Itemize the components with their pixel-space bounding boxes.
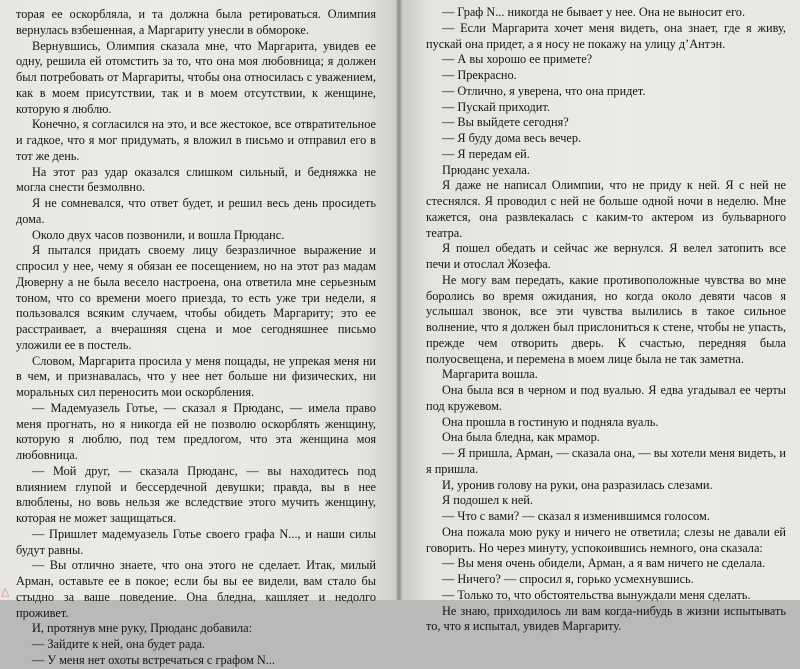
paragraph: — Мой друг, — сказала Прюданс, — вы находитесь под влиянием глупой и бессердечной девушки; правда, вы в нее влюблены, но вовь нельзя же вследствие этого мучить женщину, которая не может защищаться. (16, 463, 376, 525)
paragraph: Не могу вам передать, какие противоположные чувства во мне боролись во время ожидания, но когда около девяти часов я услышал звонок, все эти чувства вылились в такое сильное волнение, что я должен был прислониться к стене, чтобы не упасть, прежде чем отворить дверь. К счастью, передняя была полуосвещена, и перемена в моем лице была не так заметна. (426, 272, 786, 366)
paragraph: Она пожала мою руку и ничего не ответила; слезы не давали ей говорить. Но через минуту, успокоившись немного, она сказала: (426, 524, 786, 555)
paragraph: Она прошла в гостиную и подняла вуаль. (442, 414, 659, 429)
paragraph: И, протянув мне руку, Прюданс добавила: (32, 621, 253, 636)
paragraph: На этот раз удар оказался слишком сильный, и бедняжка не могла снести безмолвно. (16, 164, 376, 195)
paragraph: — Прекрасно. (442, 68, 517, 82)
paragraph: — Пускай приходит. (442, 99, 550, 114)
paragraph: — Если Маргарита хочет меня видеть, она знает, где я живу, пускай она придет, а я носу не покажу на улицу д’Антэн. (426, 20, 786, 51)
paragraph: Около двух часов позвонили, и вошла Прюданс. (32, 227, 285, 242)
paragraph: Я не сомневался, что ответ будет, и решил весь день просидеть дома. (16, 196, 376, 226)
right-page (402, 0, 800, 634)
paragraph: Не знаю, приходилось ли вам когда-нибудь в жизни испытывать то, что я испытал, увидев Маргариту. (426, 603, 786, 634)
paragraph: Маргарита вошла. (442, 367, 538, 382)
paragraph: — Мадемуазель Готье, — сказал я Прюданс, — имела право меня прогнать, но я никогда ей не позволю оскорблять женщину, которую я люблю, под тем предлогом, что эта женщина моя любовница. (16, 400, 376, 462)
paragraph: — Отлично, я уверена, что она придет. (442, 83, 646, 98)
paragraph: торая ее оскорбляла, и та должна была ретироваться. Олимпия вернулась взбешенная, а Маргариту унесли в обмороке. (16, 7, 376, 37)
paragraph: — Я пришла, Арман, — сказала она, — вы хотели меня видеть, и я пришла. (426, 446, 786, 476)
paragraph: — У меня нет охоты встречаться с графом N... (32, 652, 275, 667)
paragraph: Вернувшись, Олимпия сказала мне, что Маргарита, увидев ее одну, решила ей отомстить за то, что она моя любовница; я должен был потребовать от Маргариты, чтобы она относилась с уважением, как в моем присутствии, так и в моем отсутствии, к женщине, которую я люблю. (16, 38, 376, 116)
paragraph: Конечно, я согласился на это, и все жестокое, все отвратительное и гадкое, что я мог придумать, я вложил в письмо и отправил его в тот же день. (16, 117, 376, 163)
paragraph: Прюданс уехала. (442, 162, 530, 177)
paragraph: — Я буду дома весь вечер. (442, 131, 582, 145)
paragraph: — Вы отлично знаете, что она этого не сделает. Итак, милый Арман, оставьте ее в покое; если бы вы ее видели, вам стало бы стыдно за ваше поведение. Она бледна, кашляет и недолго проживет. (16, 558, 376, 620)
paragraph: Я даже не написал Олимпии, что не приду к ней. Я с ней не стеснялся. Я проводил с ней не больше одной ночи в неделю. Мне кажется, она развлекалась с каким-то актером из бульварного театра. (426, 178, 786, 240)
paragraph: Она была вся в черном и под вуалью. Я едва угадывал ее черты под кружевом. (426, 383, 786, 413)
margin-mark-glyph: △ (1, 586, 10, 598)
paragraph: И, уронив голову на руки, она разразилась слезами. (442, 477, 713, 492)
paragraph: Я подошел к ней. (442, 493, 533, 508)
paragraph: — Пришлет мадемуазель Готье своего графа N..., и наши силы будут равны. (16, 526, 376, 557)
left-page (0, 0, 396, 667)
paragraph: Она была бледна, как мрамор. (442, 430, 600, 445)
paragraph: — Что с вами? — сказал я изменившимся голосом. (442, 509, 710, 523)
paragraph: Словом, Маргарита просила у меня пощады, не упрекая меня ни в чем, и признавалась, что у нее нет больше ни физических, ни моральных сил переносить мои оскорбления. (16, 353, 376, 399)
paragraph: — Зайдите к ней, она будет рада. (32, 637, 206, 651)
paragraph: — Ничего? — спросил я, горько усмехнувшись. (442, 572, 694, 586)
paragraph: — Граф N... никогда не бывает у нее. Она не выносит его. (442, 5, 746, 19)
paragraph: Я пошел обедать и сейчас же вернулся. Я велел затопить все печи и отослал Жозефа. (426, 241, 786, 271)
paragraph: — Только то, что обстоятельства вынуждали меня сделать. (442, 587, 751, 602)
paragraph: — А вы хорошо ее примете? (442, 52, 593, 67)
paragraph: — Я передам ей. (442, 146, 530, 161)
paragraph: — Вы выйдете сегодня? (442, 115, 569, 130)
paragraph: Я пытался придать своему лицу безразличное выражение и спросил у нее, чему я обязан ее посещением, но на этот раз мадам Дюверну а не была весело настроена, она ответила мне серьезным тоном, что со времени моего приезда, то есть уже три недели, я пользовался всяким случаем, чтобы обидеть Маргариту; это ее расстраивает, а вчерашняя сцена и мое сегодняшнее письмо уложили ее в постель. (16, 243, 376, 352)
paragraph: — Вы меня очень обидели, Арман, а я вам ничего не сделала. (442, 556, 766, 571)
